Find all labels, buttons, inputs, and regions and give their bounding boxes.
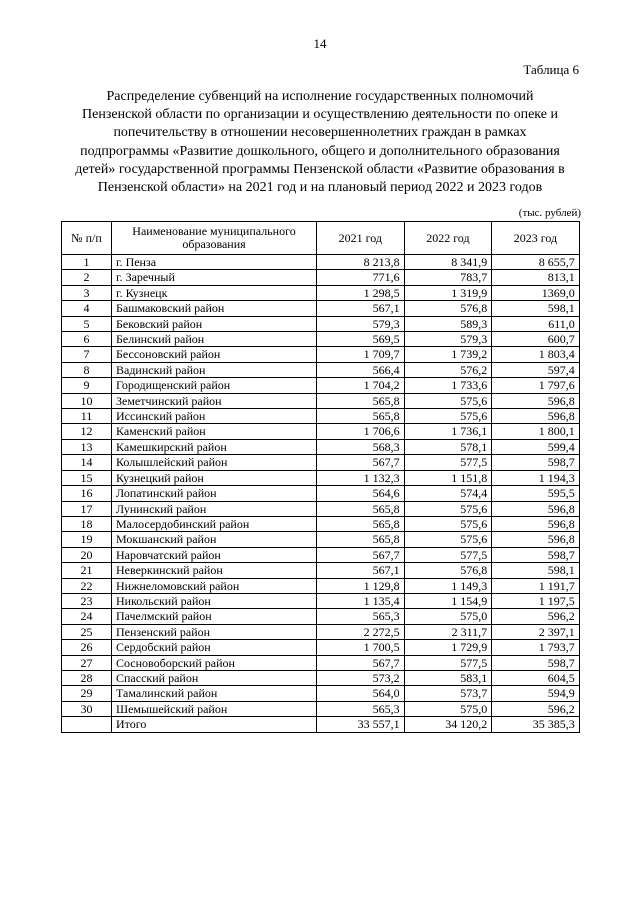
cell-2023: 598,7 xyxy=(492,547,580,562)
cell-num: 12 xyxy=(62,424,112,439)
cell-2023: 35 385,3 xyxy=(492,717,580,732)
cell-name: Неверкинский район xyxy=(112,563,317,578)
table-row xyxy=(62,393,580,408)
table-row xyxy=(62,670,580,685)
cell-name: Кузнецкий район xyxy=(112,470,317,485)
cell-2021: 564,6 xyxy=(317,486,405,501)
header-2021: 2021 год xyxy=(317,222,405,255)
table-row xyxy=(62,439,580,454)
cell-2021: 1 706,6 xyxy=(317,424,405,439)
header-2023: 2023 год xyxy=(492,222,580,255)
cell-num: 9 xyxy=(62,378,112,393)
cell-2023: 1 803,4 xyxy=(492,347,580,362)
table-row xyxy=(62,347,580,362)
table-row xyxy=(62,624,580,639)
table-row xyxy=(62,532,580,547)
table-row xyxy=(62,655,580,670)
cell-2021: 565,8 xyxy=(317,393,405,408)
cell-num: 29 xyxy=(62,686,112,701)
cell-num: 22 xyxy=(62,578,112,593)
cell-2022: 575,6 xyxy=(404,516,492,531)
cell-name: Вадинский район xyxy=(112,362,317,377)
cell-2022: 576,8 xyxy=(404,301,492,316)
cell-num: 5 xyxy=(62,316,112,331)
table-row xyxy=(62,609,580,624)
cell-2021: 2 272,5 xyxy=(317,624,405,639)
cell-2021: 1 129,8 xyxy=(317,578,405,593)
cell-name: Сердобский район xyxy=(112,640,317,655)
cell-2022: 1 729,9 xyxy=(404,640,492,655)
cell-name: Иссинский район xyxy=(112,409,317,424)
cell-2021: 579,3 xyxy=(317,316,405,331)
cell-2023: 604,5 xyxy=(492,670,580,685)
cell-2021: 568,3 xyxy=(317,439,405,454)
cell-2022: 578,1 xyxy=(404,439,492,454)
table-row xyxy=(62,701,580,716)
cell-2022: 1 733,6 xyxy=(404,378,492,393)
page-number: 14 xyxy=(313,36,327,51)
cell-name: Лунинский район xyxy=(112,501,317,516)
cell-2022: 783,7 xyxy=(404,270,492,285)
cell-2021: 1 709,7 xyxy=(317,347,405,362)
cell-num: 15 xyxy=(62,470,112,485)
table-row xyxy=(62,640,580,655)
cell-num: 26 xyxy=(62,640,112,655)
cell-name: Шемышейский район xyxy=(112,701,317,716)
cell-2023: 611,0 xyxy=(492,316,580,331)
cell-2021: 565,8 xyxy=(317,409,405,424)
cell-2023: 599,4 xyxy=(492,439,580,454)
cell-2022: 583,1 xyxy=(404,670,492,685)
cell-2022: 575,6 xyxy=(404,409,492,424)
cell-name: Мокшанский район xyxy=(112,532,317,547)
cell-2021: 567,7 xyxy=(317,547,405,562)
subvention-table xyxy=(61,221,580,733)
cell-2021: 569,5 xyxy=(317,332,405,347)
cell-name: Белинский район xyxy=(112,332,317,347)
cell-num: 28 xyxy=(62,670,112,685)
cell-2021: 771,6 xyxy=(317,270,405,285)
cell-num: 27 xyxy=(62,655,112,670)
cell-name: Башмаковский район xyxy=(112,301,317,316)
cell-name: Колышлейский район xyxy=(112,455,317,470)
table-row xyxy=(62,486,580,501)
cell-2021: 567,1 xyxy=(317,301,405,316)
cell-2021: 1 704,2 xyxy=(317,378,405,393)
cell-2023: 595,5 xyxy=(492,486,580,501)
cell-num: 10 xyxy=(62,393,112,408)
cell-2023: 596,2 xyxy=(492,701,580,716)
cell-2023: 597,4 xyxy=(492,362,580,377)
cell-2023: 8 655,7 xyxy=(492,255,580,270)
cell-2021: 565,3 xyxy=(317,701,405,716)
units-note: (тыс. рублей) xyxy=(518,207,581,219)
cell-2021: 33 557,1 xyxy=(317,717,405,732)
cell-2021: 567,7 xyxy=(317,655,405,670)
cell-num: 30 xyxy=(62,701,112,716)
cell-name: Бессоновский район xyxy=(112,347,317,362)
cell-num: 1 xyxy=(62,255,112,270)
cell-2023: 598,7 xyxy=(492,655,580,670)
table-row xyxy=(62,409,580,424)
cell-2021: 565,3 xyxy=(317,609,405,624)
cell-2022: 8 341,9 xyxy=(404,255,492,270)
cell-2022: 577,5 xyxy=(404,547,492,562)
cell-2022: 34 120,2 xyxy=(404,717,492,732)
table-row xyxy=(62,686,580,701)
cell-2023: 598,1 xyxy=(492,301,580,316)
cell-2022: 579,3 xyxy=(404,332,492,347)
cell-2022: 577,5 xyxy=(404,655,492,670)
cell-2022: 1 739,2 xyxy=(404,347,492,362)
cell-num: 11 xyxy=(62,409,112,424)
cell-2022: 575,6 xyxy=(404,532,492,547)
cell-num: 4 xyxy=(62,301,112,316)
cell-num: 8 xyxy=(62,362,112,377)
cell-num: 2 xyxy=(62,270,112,285)
cell-2022: 575,0 xyxy=(404,701,492,716)
table-row xyxy=(62,547,580,562)
cell-2023: 1 797,6 xyxy=(492,378,580,393)
cell-2023: 600,7 xyxy=(492,332,580,347)
table-header-row xyxy=(62,222,580,255)
cell-2022: 574,4 xyxy=(404,486,492,501)
table-row xyxy=(62,455,580,470)
cell-2021: 567,7 xyxy=(317,455,405,470)
cell-2023: 1 194,3 xyxy=(492,470,580,485)
cell-name: Наровчатский район xyxy=(112,547,317,562)
cell-2021: 567,1 xyxy=(317,563,405,578)
cell-num: 19 xyxy=(62,532,112,547)
cell-num: 20 xyxy=(62,547,112,562)
cell-2023: 596,8 xyxy=(492,393,580,408)
cell-2023: 596,2 xyxy=(492,609,580,624)
cell-num: 24 xyxy=(62,609,112,624)
cell-num: 3 xyxy=(62,285,112,300)
cell-name: Бековский район xyxy=(112,316,317,331)
cell-2022: 575,0 xyxy=(404,609,492,624)
cell-2021: 566,4 xyxy=(317,362,405,377)
table-row xyxy=(62,255,580,270)
cell-2023: 1 800,1 xyxy=(492,424,580,439)
cell-name: Никольский район xyxy=(112,593,317,608)
table-row xyxy=(62,470,580,485)
cell-2023: 594,9 xyxy=(492,686,580,701)
cell-2022: 576,8 xyxy=(404,563,492,578)
table-row xyxy=(62,424,580,439)
cell-name: Тамалинский район xyxy=(112,686,317,701)
table-row xyxy=(62,270,580,285)
cell-name: Пензенский район xyxy=(112,624,317,639)
table-row xyxy=(62,578,580,593)
cell-num: 23 xyxy=(62,593,112,608)
cell-2022: 1 736,1 xyxy=(404,424,492,439)
cell-num: 7 xyxy=(62,347,112,362)
total-row xyxy=(62,717,580,732)
cell-2023: 596,8 xyxy=(492,409,580,424)
cell-2021: 565,8 xyxy=(317,516,405,531)
cell-2022: 1 151,8 xyxy=(404,470,492,485)
cell-2021: 573,2 xyxy=(317,670,405,685)
cell-2021: 565,8 xyxy=(317,501,405,516)
cell-2023: 596,8 xyxy=(492,501,580,516)
cell-name: Итого xyxy=(112,717,317,732)
cell-2022: 1 149,3 xyxy=(404,578,492,593)
cell-num: 17 xyxy=(62,501,112,516)
cell-2022: 2 311,7 xyxy=(404,624,492,639)
cell-2021: 1 132,3 xyxy=(317,470,405,485)
cell-name: Городищенский район xyxy=(112,378,317,393)
cell-name: Спасский район xyxy=(112,670,317,685)
cell-name: г. Кузнецк xyxy=(112,285,317,300)
cell-num: 18 xyxy=(62,516,112,531)
table-row xyxy=(62,362,580,377)
cell-2023: 598,7 xyxy=(492,455,580,470)
cell-name: Малосердобинский район xyxy=(112,516,317,531)
cell-2021: 1 700,5 xyxy=(317,640,405,655)
cell-2022: 576,2 xyxy=(404,362,492,377)
cell-num: 21 xyxy=(62,563,112,578)
cell-num: 13 xyxy=(62,439,112,454)
cell-2022: 573,7 xyxy=(404,686,492,701)
table-body xyxy=(62,255,580,733)
cell-2023: 2 397,1 xyxy=(492,624,580,639)
cell-2023: 598,1 xyxy=(492,563,580,578)
table-row xyxy=(62,316,580,331)
cell-2021: 1 298,5 xyxy=(317,285,405,300)
cell-2022: 1 154,9 xyxy=(404,593,492,608)
cell-2023: 596,8 xyxy=(492,532,580,547)
cell-2023: 1 793,7 xyxy=(492,640,580,655)
table-label: Таблица 6 xyxy=(523,62,579,77)
cell-name: г. Заречный xyxy=(112,270,317,285)
cell-2021: 565,8 xyxy=(317,532,405,547)
cell-num: 14 xyxy=(62,455,112,470)
cell-name: Каменский район xyxy=(112,424,317,439)
header-name: Наименование муниципального образования xyxy=(112,222,317,255)
table-row xyxy=(62,563,580,578)
cell-name: Камешкирский район xyxy=(112,439,317,454)
cell-2021: 564,0 xyxy=(317,686,405,701)
cell-2022: 1 319,9 xyxy=(404,285,492,300)
header-2022: 2022 год xyxy=(404,222,492,255)
cell-2021: 1 135,4 xyxy=(317,593,405,608)
cell-2023: 813,1 xyxy=(492,270,580,285)
cell-2022: 589,3 xyxy=(404,316,492,331)
cell-name: Сосновоборский район xyxy=(112,655,317,670)
cell-2021: 8 213,8 xyxy=(317,255,405,270)
header-num: № п/п xyxy=(62,222,112,255)
cell-num: 16 xyxy=(62,486,112,501)
table-row xyxy=(62,378,580,393)
cell-2023: 1 197,5 xyxy=(492,593,580,608)
cell-name: Лопатинский район xyxy=(112,486,317,501)
cell-2023: 1369,0 xyxy=(492,285,580,300)
cell-2023: 1 191,7 xyxy=(492,578,580,593)
cell-name: Пачелмский район xyxy=(112,609,317,624)
cell-2022: 577,5 xyxy=(404,455,492,470)
cell-name: г. Пенза xyxy=(112,255,317,270)
cell-name: Земетчинский район xyxy=(112,393,317,408)
cell-2022: 575,6 xyxy=(404,393,492,408)
table-row xyxy=(62,285,580,300)
table-row xyxy=(62,332,580,347)
cell-num: 25 xyxy=(62,624,112,639)
table-row xyxy=(62,516,580,531)
cell-num: 6 xyxy=(62,332,112,347)
table-row xyxy=(62,301,580,316)
cell-num xyxy=(62,717,112,732)
cell-2022: 575,6 xyxy=(404,501,492,516)
table-row xyxy=(62,593,580,608)
document-title: Распределение субвенций на исполнение государственных полномочий Пензенской области по организации и осуществлению деятельности по опеке и попечительству в отношении несовершеннолетних граждан в рамках подпрограммы «Развитие дошкольного, общего и дополнительного образования детей» государственной программы Пензенской области «Развитие образования в Пензенской области» на 2021 год и на плановый период 2022 и 2023 годов xyxy=(75,89,565,196)
cell-2023: 596,8 xyxy=(492,516,580,531)
cell-name: Нижнеломовский район xyxy=(112,578,317,593)
table-row xyxy=(62,501,580,516)
